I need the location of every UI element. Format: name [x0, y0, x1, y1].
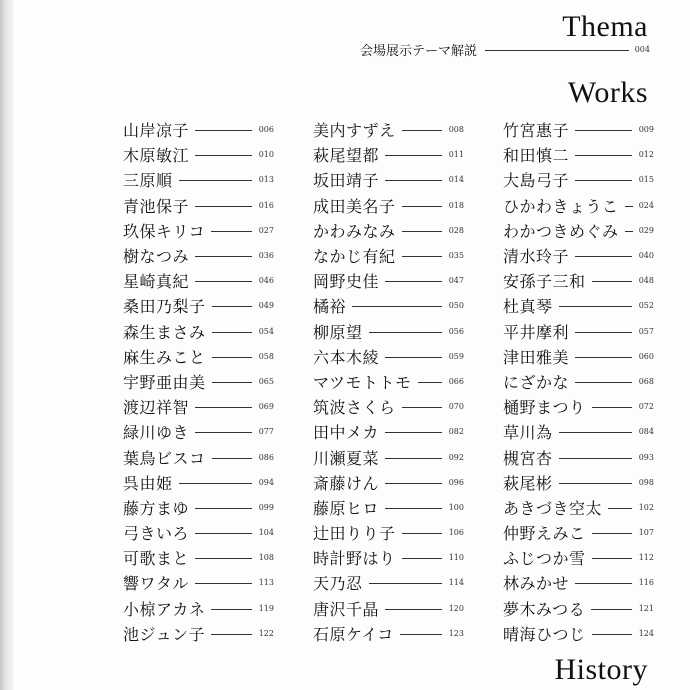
- page-number: 068: [638, 376, 654, 386]
- leader-line: [592, 558, 632, 559]
- leader-line: [559, 483, 632, 484]
- toc-entry[interactable]: [123, 243, 274, 268]
- leader-line: [625, 206, 633, 207]
- leader-line: [385, 458, 442, 459]
- artist-name: 美内すずえ: [313, 121, 396, 141]
- page-number: 122: [258, 628, 274, 638]
- page-number: 102: [638, 502, 654, 512]
- artist-name: 三原順: [123, 171, 173, 191]
- page-number: 066: [448, 376, 464, 386]
- artist-name: 天乃忍: [313, 574, 363, 594]
- toc-entry[interactable]: [313, 268, 464, 293]
- leader-line: [385, 281, 442, 282]
- artist-name: 津田雅美: [503, 347, 570, 367]
- leader-line: [195, 155, 252, 156]
- page-number: 052: [638, 301, 654, 311]
- artist-name: 唐沢千晶: [313, 599, 380, 619]
- artist-name: 呉由姫: [123, 473, 173, 493]
- toc-entry[interactable]: [313, 596, 464, 621]
- page-number: 120: [448, 603, 464, 613]
- page-number: 027: [258, 225, 274, 235]
- artist-name: 筑波さくら: [313, 398, 396, 418]
- page-number: 124: [638, 628, 654, 638]
- leader-line: [195, 256, 252, 257]
- page-number: 036: [258, 251, 274, 261]
- artist-name: 宇野亜由美: [123, 372, 206, 392]
- page-number: 065: [258, 376, 274, 386]
- page-number: 077: [258, 427, 274, 437]
- page-number: 057: [638, 326, 654, 336]
- artist-name: ひかわきょうこ: [503, 196, 619, 216]
- artist-name: 藤原ヒロ: [313, 498, 380, 518]
- artist-name: 樋野まつり: [503, 398, 586, 418]
- toc-entry[interactable]: [313, 419, 464, 444]
- artist-name: 木原敏江: [123, 146, 190, 166]
- page-number: 028: [448, 225, 464, 235]
- leader-line: [592, 533, 632, 534]
- leader-line: [592, 407, 632, 408]
- page-number: 012: [638, 150, 654, 160]
- artist-name: 和田慎二: [503, 146, 570, 166]
- leader-line: [211, 634, 252, 635]
- leader-line: [592, 281, 632, 282]
- leader-line: [575, 256, 632, 257]
- leader-line: [575, 382, 632, 383]
- artist-name: 藤方まゆ: [123, 498, 190, 518]
- page-number: 113: [258, 578, 274, 588]
- artist-name: 草川為: [503, 423, 553, 443]
- toc-entry[interactable]: [313, 621, 464, 646]
- leader-line: [195, 281, 252, 282]
- leader-line: [385, 155, 442, 156]
- page-number: 114: [448, 578, 464, 588]
- leader-line: [402, 558, 442, 559]
- artist-name: 桑田乃梨子: [123, 297, 206, 317]
- works-list: [0, 117, 690, 647]
- toc-entry[interactable]: [503, 419, 654, 444]
- page-number: 058: [258, 351, 274, 361]
- artist-name: 竹宮惠子: [503, 121, 570, 141]
- artist-name: 斎藤けん: [313, 473, 380, 493]
- page-number: 054: [258, 326, 274, 336]
- artist-name: 田中メカ: [313, 423, 380, 443]
- page-number: 060: [638, 351, 654, 361]
- thema-entry-label: 会場展示テーマ解説: [360, 43, 478, 59]
- leader-line: [402, 206, 442, 207]
- leader-line: [195, 583, 252, 584]
- toc-entry[interactable]: [313, 142, 464, 167]
- leader-line: [402, 256, 442, 257]
- toc-entry[interactable]: [123, 268, 274, 293]
- page-number: 010: [258, 150, 274, 160]
- page-number: 008: [448, 125, 464, 135]
- artist-name: なかじ有紀: [313, 247, 396, 267]
- leader-line: [559, 432, 632, 433]
- toc-entry[interactable]: [503, 193, 654, 218]
- page-number: 098: [638, 477, 654, 487]
- page-number: 049: [258, 301, 274, 311]
- toc-entry[interactable]: [123, 621, 274, 646]
- leader-line: [195, 558, 252, 559]
- page-number: 006: [258, 125, 274, 135]
- artist-name: 清水玲子: [503, 247, 570, 267]
- page-number: 069: [258, 402, 274, 412]
- toc-entry[interactable]: [503, 218, 654, 243]
- toc-entry[interactable]: [503, 344, 654, 369]
- artist-name: 槻宮杏: [503, 448, 553, 468]
- page-number: 121: [638, 603, 654, 613]
- toc-entry[interactable]: [503, 495, 654, 520]
- artist-name: あきづき空太: [503, 498, 603, 518]
- page-number: 086: [258, 452, 274, 462]
- artist-name: 葉鳥ビスコ: [123, 448, 206, 468]
- artist-name: 森生まさみ: [123, 322, 206, 342]
- page-number: 104: [258, 528, 274, 538]
- page-number: 015: [638, 175, 654, 185]
- artist-name: 川瀬夏菜: [313, 448, 380, 468]
- artist-name: 柳原望: [313, 322, 363, 342]
- page-number: 082: [448, 427, 464, 437]
- toc-entry[interactable]: [503, 117, 654, 142]
- leader-line: [212, 357, 252, 358]
- leader-line: [625, 231, 633, 232]
- artist-name: わかつきめぐみ: [503, 221, 619, 241]
- artist-name: 可歌まと: [123, 549, 190, 569]
- leader-line: [369, 583, 442, 584]
- artist-name: 石原ケイコ: [313, 624, 394, 644]
- leader-line: [402, 231, 442, 232]
- page-number: 084: [638, 427, 654, 437]
- toc-entry[interactable]: [313, 394, 464, 419]
- leader-line: [195, 130, 252, 131]
- artist-name: 響ワタル: [123, 574, 189, 594]
- toc-entry[interactable]: [503, 293, 654, 318]
- leader-line: [418, 382, 442, 383]
- page-number: 029: [638, 225, 654, 235]
- leader-line: [385, 483, 442, 484]
- toc-entry[interactable]: [123, 167, 274, 192]
- artist-name: 辻田りり子: [313, 524, 396, 544]
- toc-entry[interactable]: [313, 369, 464, 394]
- toc-entry[interactable]: [123, 444, 274, 469]
- toc-entry[interactable]: [123, 369, 274, 394]
- toc-entry[interactable]: [313, 117, 464, 142]
- leader-line: [385, 609, 442, 610]
- leader-line: [559, 458, 632, 459]
- toc-entry[interactable]: [313, 293, 464, 318]
- leader-line: [402, 407, 442, 408]
- toc-entry[interactable]: [503, 142, 654, 167]
- toc-entry[interactable]: [503, 394, 654, 419]
- artist-name: 青池保子: [123, 196, 190, 216]
- leader-line: [369, 332, 442, 333]
- artist-name: 夢木みつる: [503, 599, 586, 619]
- toc-entry[interactable]: [123, 319, 274, 344]
- toc-entry[interactable]: [503, 243, 654, 268]
- artist-name: 安孫子三和: [503, 272, 586, 292]
- toc-entry[interactable]: [313, 570, 464, 595]
- artist-name: ふじつか雪: [503, 549, 586, 569]
- leader-line: [212, 332, 252, 333]
- toc-entry[interactable]: [123, 495, 274, 520]
- leader-line: [575, 155, 632, 156]
- page-number: 013: [258, 175, 274, 185]
- page-number: 106: [448, 528, 464, 538]
- toc-entry[interactable]: [503, 470, 654, 495]
- leader-line: [400, 634, 442, 635]
- artist-name: 弓きいろ: [123, 524, 190, 544]
- leader-line: [402, 533, 442, 534]
- page-number: 059: [448, 351, 464, 361]
- page-number: 048: [638, 276, 654, 286]
- leader-line: [211, 231, 252, 232]
- leader-line: [195, 432, 252, 433]
- toc-entry[interactable]: [123, 218, 274, 243]
- toc-entry[interactable]: [313, 243, 464, 268]
- toc-entry[interactable]: [123, 293, 274, 318]
- toc-entry[interactable]: [503, 570, 654, 595]
- leader-line: [179, 483, 252, 484]
- leader-line: [195, 407, 252, 408]
- artist-name: 晴海ひつじ: [503, 624, 586, 644]
- toc-entry[interactable]: [313, 545, 464, 570]
- toc-entry[interactable]: [123, 419, 274, 444]
- toc-entry[interactable]: [313, 495, 464, 520]
- artist-name: 星崎真紀: [123, 272, 190, 292]
- leader-line: [195, 508, 252, 509]
- artist-name: 六本木綾: [313, 347, 380, 367]
- page-number: 094: [258, 477, 274, 487]
- history-heading: History: [554, 653, 648, 686]
- toc-entry[interactable]: [123, 545, 274, 570]
- toc-entry[interactable]: [313, 167, 464, 192]
- leader-line: [179, 180, 252, 181]
- leader-line: [402, 130, 442, 131]
- artist-name: 渡辺祥智: [123, 398, 190, 418]
- leader-line: [352, 306, 442, 307]
- page-number: 108: [258, 553, 274, 563]
- leader-line: [385, 357, 442, 358]
- artist-name: 橘裕: [313, 297, 347, 317]
- page-number: 035: [448, 251, 464, 261]
- artist-name: 成田美名子: [313, 196, 396, 216]
- artist-name: 平井摩利: [503, 322, 570, 342]
- toc-entry[interactable]: [503, 167, 654, 192]
- toc-entry[interactable]: [123, 470, 274, 495]
- toc-entry[interactable]: [503, 268, 654, 293]
- page-number: 009: [638, 125, 654, 135]
- artist-name: にざかな: [503, 372, 570, 392]
- page-number: 040: [638, 251, 654, 261]
- toc-entry[interactable]: [313, 193, 464, 218]
- artist-name: 岡野史佳: [313, 272, 380, 292]
- toc-entry[interactable]: [503, 545, 654, 570]
- toc-entry[interactable]: [503, 596, 654, 621]
- artist-name: 山岸凉子: [123, 121, 190, 141]
- toc-entry[interactable]: [123, 596, 274, 621]
- toc-entry[interactable]: [503, 520, 654, 545]
- artist-name: 麻生みこと: [123, 347, 206, 367]
- toc-entry[interactable]: [123, 193, 274, 218]
- page-number: 050: [448, 301, 464, 311]
- toc-entry[interactable]: [313, 520, 464, 545]
- leader-line: [195, 533, 252, 534]
- toc-entry[interactable]: [503, 369, 654, 394]
- leader-line: [575, 583, 632, 584]
- leader-line: [385, 508, 442, 509]
- page-number: 096: [448, 477, 464, 487]
- page-number: 046: [258, 276, 274, 286]
- leader-line: [592, 634, 632, 635]
- toc-entry[interactable]: [123, 117, 274, 142]
- leader-line: [575, 332, 632, 333]
- page-number: 093: [638, 452, 654, 462]
- artist-name: 玖保キリコ: [123, 221, 206, 241]
- page-number: 116: [638, 578, 654, 588]
- artist-name: 樹なつみ: [123, 247, 190, 267]
- page-number: 014: [448, 175, 464, 185]
- artist-name: 池ジュン子: [123, 624, 206, 644]
- page-number: 070: [448, 402, 464, 412]
- page-number: 024: [638, 200, 654, 210]
- leader-line: [575, 357, 632, 358]
- page-number: 112: [638, 553, 654, 563]
- page-number: 092: [448, 452, 464, 462]
- page-number: 016: [258, 200, 274, 210]
- toc-entry[interactable]: [313, 444, 464, 469]
- toc-entry[interactable]: [123, 520, 274, 545]
- page-number: 110: [448, 553, 464, 563]
- leader-line: [385, 180, 442, 181]
- artist-name: 林みかせ: [503, 574, 570, 594]
- toc-entry[interactable]: [503, 444, 654, 469]
- page-number: 018: [448, 200, 464, 210]
- leader-line: [195, 206, 252, 207]
- toc-entry[interactable]: [123, 142, 274, 167]
- toc-entry[interactable]: [313, 344, 464, 369]
- artist-name: マツモトトモ: [313, 372, 412, 392]
- leader-line: [485, 50, 629, 51]
- page-number: 123: [448, 628, 464, 638]
- works-column-3: [503, 117, 654, 646]
- toc-entry[interactable]: [123, 394, 274, 419]
- leader-line: [212, 306, 252, 307]
- leader-line: [575, 130, 632, 131]
- artist-name: かわみなみ: [313, 221, 396, 241]
- artist-name: 緑川ゆき: [123, 423, 190, 443]
- works-heading: Works: [567, 76, 648, 109]
- page-number: 107: [638, 528, 654, 538]
- leader-line: [212, 458, 252, 459]
- toc-entry[interactable]: [313, 319, 464, 344]
- leader-line: [559, 306, 632, 307]
- thema-entry[interactable]: [360, 40, 650, 58]
- page-number: 100: [448, 502, 464, 512]
- toc-entry[interactable]: [313, 470, 464, 495]
- leader-line: [608, 508, 632, 509]
- leader-line: [591, 609, 632, 610]
- toc-entry[interactable]: [503, 319, 654, 344]
- page-number: 056: [448, 326, 464, 336]
- toc-entry[interactable]: [123, 344, 274, 369]
- toc-entry[interactable]: [503, 621, 654, 646]
- artist-name: 杜真琴: [503, 297, 553, 317]
- artist-name: 萩尾彬: [503, 473, 553, 493]
- works-column-2: [313, 117, 464, 646]
- artist-name: 萩尾望都: [313, 146, 380, 166]
- page-number: 072: [638, 402, 654, 412]
- toc-entry[interactable]: [313, 218, 464, 243]
- thema-heading: Thema: [562, 10, 648, 43]
- page-number: 011: [448, 150, 464, 160]
- thema-entry-page: 004: [634, 44, 650, 54]
- artist-name: 大島弓子: [503, 171, 570, 191]
- artist-name: 坂田靖子: [313, 171, 380, 191]
- page-number: 099: [258, 502, 274, 512]
- leader-line: [212, 382, 252, 383]
- works-column-1: [123, 117, 274, 646]
- toc-entry[interactable]: [123, 570, 274, 595]
- artist-name: 時計野はり: [313, 549, 396, 569]
- artist-name: 小椋アカネ: [123, 599, 206, 619]
- page-number: 119: [258, 603, 274, 613]
- leader-line: [575, 180, 632, 181]
- leader-line: [211, 609, 252, 610]
- leader-line: [385, 432, 442, 433]
- page-number: 047: [448, 276, 464, 286]
- artist-name: 仲野えみこ: [503, 524, 586, 544]
